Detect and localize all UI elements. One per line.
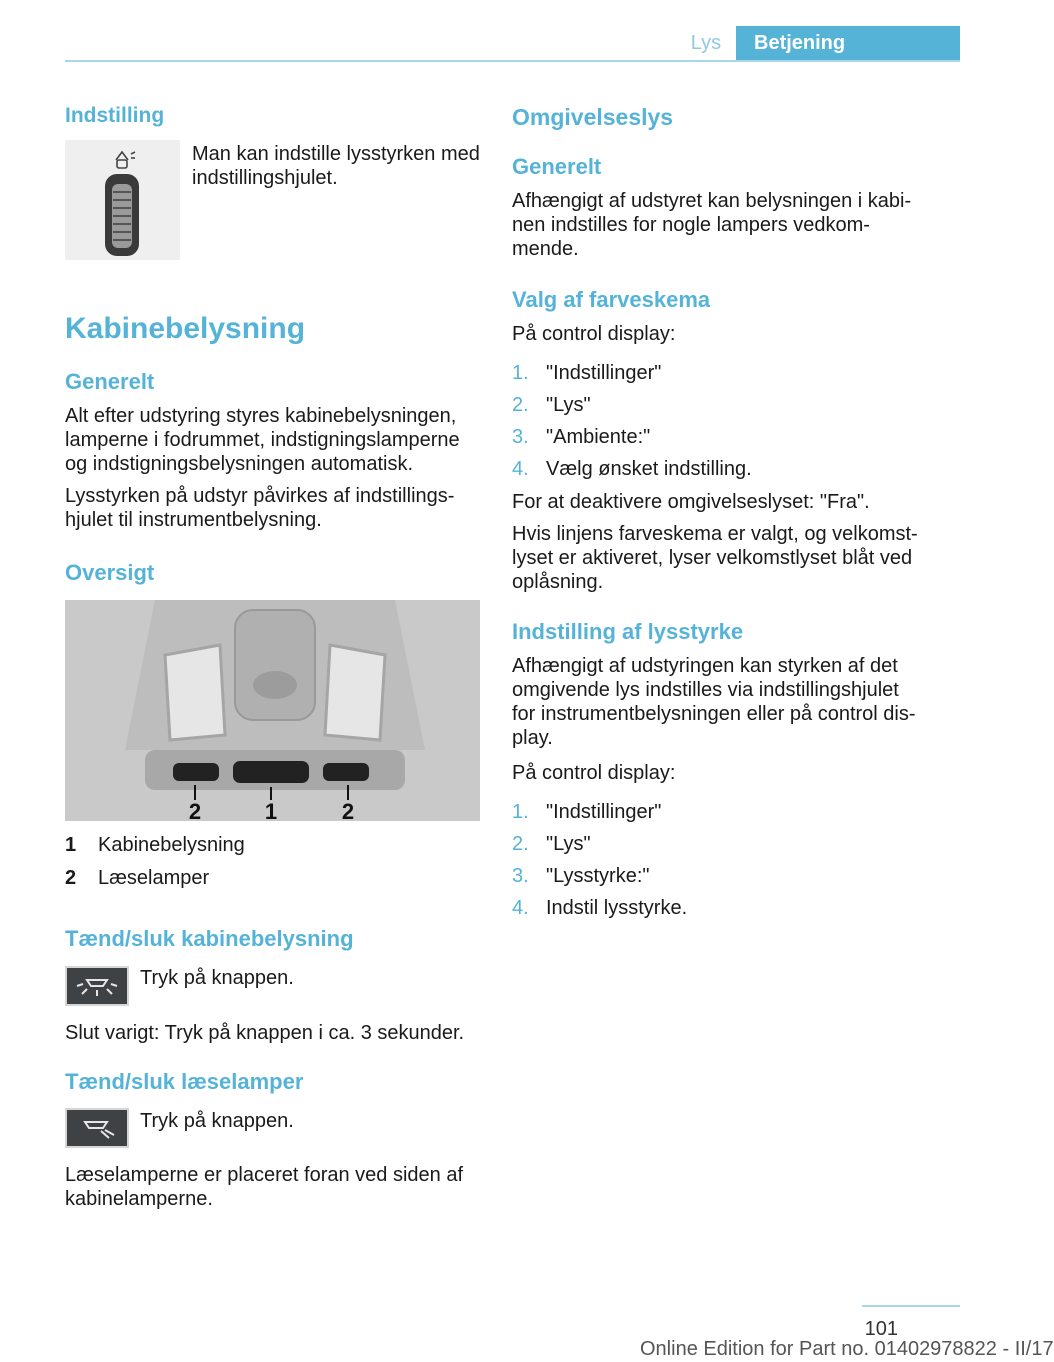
step-number: 3. <box>512 865 529 887</box>
step-text: "Lys" <box>546 833 591 855</box>
legend-label: Kabinebelysning <box>98 834 245 856</box>
list-item <box>512 800 922 832</box>
footer-rule <box>862 1305 960 1307</box>
interior-light-button-image <box>65 966 129 1006</box>
farveskema-p2: Hvis linjens farveskema er valgt, og velkomstlyset er aktiveret, lyser velkomstlyset blåt ved oplåsning. <box>512 523 918 593</box>
lysstyrke-text: Afhængigt af udstyringen kan styrken af det omgivende lys indstilles via indstillingshjulet for instrumentbelysningen eller på control display. <box>512 655 916 749</box>
taend-kabine-after: Slut varigt: Tryk på knappen i ca. 3 sekunder. <box>65 1022 465 1044</box>
taend-laese-heading: Tænd/sluk læselamper <box>65 1069 304 1094</box>
step-number: 2. <box>512 833 529 855</box>
list-item <box>512 457 922 489</box>
callout-left: 2 <box>188 799 202 824</box>
step-text: "Ambiente:" <box>546 426 651 448</box>
list-item <box>512 425 922 457</box>
footer-edition: Online Edition for Part no. 01402978822 - II/17 <box>640 1338 1054 1360</box>
kabinebelysning-title: Kabinebelysning <box>65 312 306 345</box>
generelt-heading-left: Generelt <box>65 369 155 394</box>
header-rule <box>65 60 960 62</box>
step-number: 4. <box>512 458 529 480</box>
step-text: Vælg ønsket indstilling. <box>546 458 752 480</box>
farveskema-text <box>512 490 922 602</box>
step-number: 2. <box>512 394 529 416</box>
farveskema-steps <box>512 361 922 489</box>
indstilling-text: Man kan indstille lysstyrken med indstillingshjulet. <box>192 143 480 189</box>
taend-laese-after: Læselamperne er placeret foran ved siden af kabinelamperne. <box>65 1164 464 1210</box>
callout-center: 1 <box>264 799 278 824</box>
list-item <box>512 393 922 425</box>
lysstyrke-intro: På control display: <box>512 762 676 784</box>
generelt-text-right: Afhængigt af udstyret kan belysningen i kabinen indstilles for nogle lampers vedkommende. <box>512 190 912 260</box>
generelt-text-left <box>65 404 475 540</box>
oversigt-legend <box>65 833 475 899</box>
taend-kabine-text: Tryk på knappen. <box>140 967 294 989</box>
generelt-heading-right: Generelt <box>512 154 602 179</box>
lysstyrke-heading: Indstilling af lysstyrke <box>512 619 744 644</box>
legend-number: 2 <box>65 867 77 889</box>
step-number: 1. <box>512 801 529 823</box>
list-item <box>512 864 922 896</box>
list-item <box>512 896 922 928</box>
page-number: 101 <box>864 1318 898 1340</box>
step-text: "Indstillinger" <box>546 801 662 823</box>
thumbwheel-image <box>65 140 180 260</box>
generelt-p2: Lysstyrken på udstyr påvirkes af indstillingshjulet til instrumentbelysning. <box>65 485 455 531</box>
list-item <box>512 361 922 393</box>
lysstyrke-steps <box>512 800 922 928</box>
omgivelseslys-title: Omgivelseslys <box>512 104 674 130</box>
step-text: "Lys" <box>546 394 591 416</box>
overhead-console-image <box>65 600 480 824</box>
interior-light-icon <box>67 968 127 1004</box>
taend-kabine-heading: Tænd/sluk kabinebelysning <box>65 926 354 951</box>
farveskema-heading: Valg af farveskema <box>512 287 711 312</box>
taend-laese-text: Tryk på knappen. <box>140 1110 294 1132</box>
indstilling-heading: Indstilling <box>65 104 165 127</box>
list-item <box>512 832 922 864</box>
oversigt-heading: Oversigt <box>65 560 155 585</box>
legend-item <box>65 866 475 899</box>
legend-label: Læselamper <box>98 867 210 889</box>
callout-right: 2 <box>341 799 355 824</box>
legend-item <box>65 833 475 866</box>
step-number: 1. <box>512 362 529 384</box>
legend-number: 1 <box>65 834 77 856</box>
step-text: Indstil lysstyrke. <box>546 897 688 919</box>
farveskema-intro: På control display: <box>512 323 676 345</box>
step-text: "Indstillinger" <box>546 362 662 384</box>
dimmer-symbol-icon <box>116 152 135 168</box>
step-text: "Lysstyrke:" <box>546 865 650 887</box>
generelt-p1: Alt efter udstyring styres kabinebelysningen, lamperne i fodrummet, indstigningslamperne og indstigningsbelysningen automatisk. <box>65 405 460 475</box>
reading-light-icon <box>67 1110 127 1146</box>
reading-light-button-image <box>65 1108 129 1148</box>
farveskema-p1: For at deaktivere omgivelseslyset: "Fra". <box>512 491 870 513</box>
step-number: 4. <box>512 897 529 919</box>
header-section-tab: Lys <box>690 32 722 54</box>
header-chapter-tab: Betjening <box>736 26 960 61</box>
step-number: 3. <box>512 426 529 448</box>
